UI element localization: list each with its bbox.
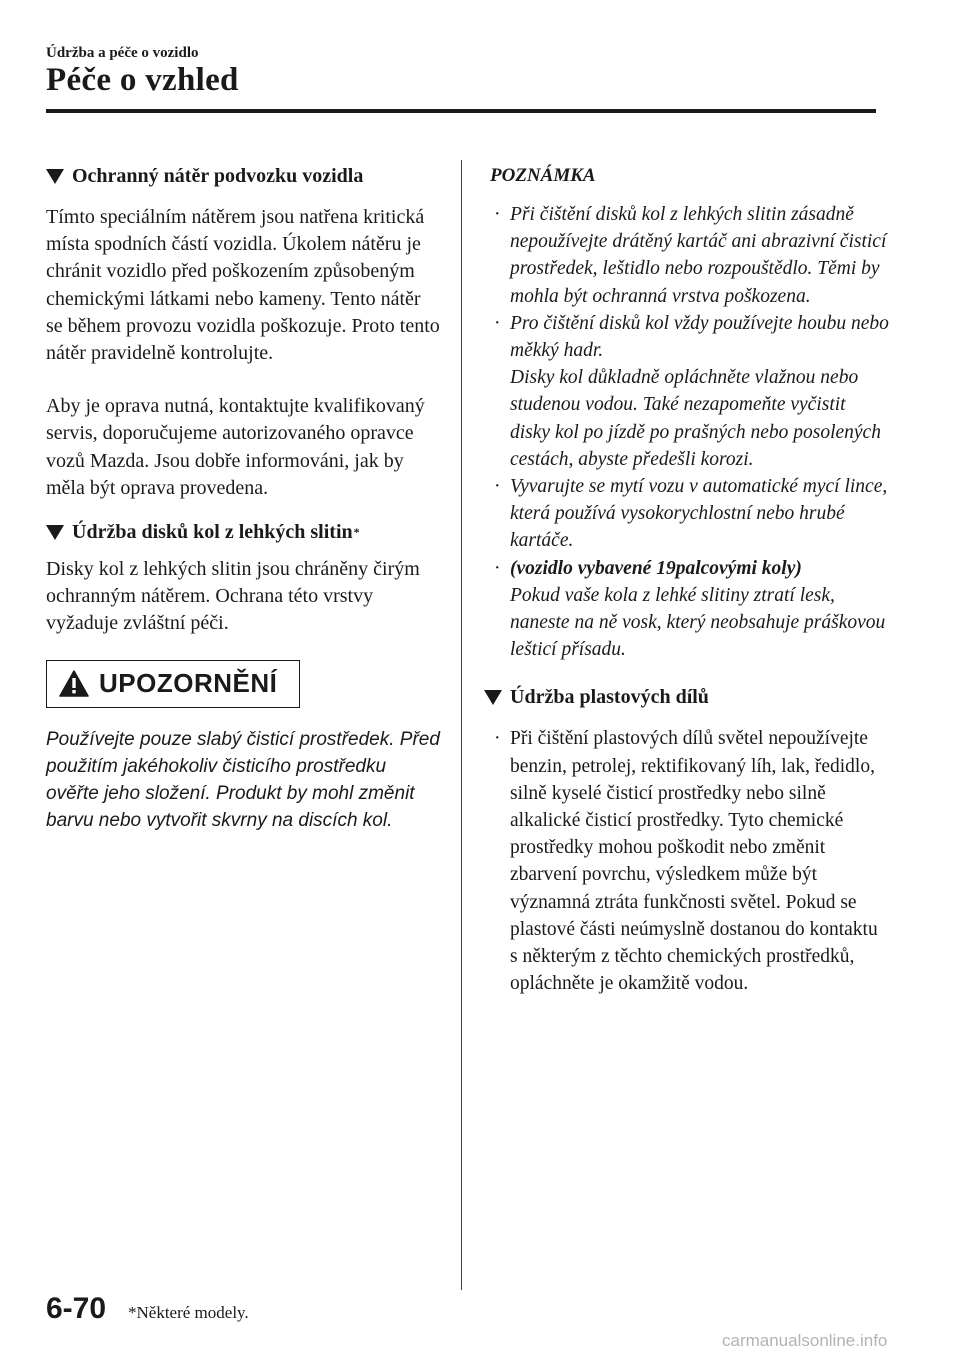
section-heading-underbody [46,162,441,190]
left-column [46,160,441,834]
bullet-item [490,725,890,997]
triangle-down-icon [484,690,502,705]
paragraph: Tímto speciálním nátěrem jsou natřena kritická místa spodních částí vozidla. Úkolem nátěru je chránit vozidlo před poškozením způsobeným chemickými látkami nebo kameny. Tento nátěr se během provozu vozidla poškozuje. Proto tento nátěr pravidelně kontrolujte. [46,206,440,365]
section-heading-text: Ochranný nátěr podvozku vozidla [72,165,364,187]
section-heading-plastic-parts [484,683,890,711]
note-item-text: Při čištění disků kol z lehkých slitin zásadně nepoužívejte drátěný kartáč ani abrazivní čisticí prostředek, leštidlo nebo rozpouštědlo. Těmi by mohla být ochranná vrstva poškozena. [510,204,887,307]
bullet-icon: · [494,476,501,498]
triangle-down-icon [46,169,64,184]
paragraph: Disky kol z lehkých slitin jsou chráněny čirým ochranným nátěrem. Ochrana této vrstvy vyžaduje zvláštní péči. [46,558,420,635]
page-number: 6-70 [46,1292,107,1325]
bullet-icon: · [494,557,501,579]
bullet-icon: · [494,312,501,334]
caution-label: UPOZORNĚNÍ [99,668,278,699]
watermark: carmanualsonline.info [722,1331,888,1350]
caution-text: Používejte pouze slabý čisticí prostředek. Před použitím jakéhokoliv čisticího prostředku ověřte jeho složení. Produkt by mohl změnit barvu nebo vytvořit skvrny na discích kol. [46,728,440,832]
section-heading-text: Údržba plastových dílů [510,686,709,709]
bullet-item-text: Při čištění plastových dílů světel nepoužívejte benzin, petrolej, rektifikovaný líh, lak, ředidlo, silně kyselé čisticí prostředky nebo silně alkalické čisticí prostředky. Tyto chemické prostředky mohou poškodit nebo změnit zbarvení povrchu, výsledkem může být významná ztráta funkčnosti světel. Pokud se plastové části neúmyslně dostanou do kontaktu s některým z těchto chemických prostředků, opláchněte je okamžitě vodou. [510,728,878,995]
column-divider [461,160,462,1290]
breadcrumb: Údržba a péče o vozidlo [46,45,199,61]
triangle-down-icon [46,525,64,540]
note-item-extra: Disky kol důkladně opláchněte vlažnou nebo studenou vodou. Také nezapomeňte vyčistit disky kol po jízdě po prašných nebo posolených cestách, abyste předešli korozi. [510,367,881,470]
note-item [490,201,890,310]
title-rule [46,109,876,113]
right-column [490,160,890,997]
note-heading: POZNÁMKA [490,165,596,186]
section-heading-text: Údržba disků kol z lehkých slitin [72,521,353,544]
paragraph: Aby je oprava nutná, kontaktujte kvalifikovaný servis, doporučujeme autorizovaného opravce vozů Mazda. Jsou dobře informováni, jak by měla být oprava provedena. [46,395,425,499]
note-item-condition: (vozidlo vybavené 19palcovými koly) [510,557,802,579]
note-item-text: Pro čištění disků kol vždy používejte houbu nebo měkký hadr. [510,312,889,362]
caution-box [46,660,300,708]
footnote: *Některé modely. [128,1303,249,1322]
note-item [490,473,890,555]
note-item [490,310,890,473]
note-item [490,555,890,664]
note-item-text: Pokud vaše kola z lehké slitiny ztratí lesk, naneste na ně vosk, který neobsahuje práškovou lešticí přísadu. [510,584,886,661]
section-heading-alloy-wheels: Údržba disků kol z lehkých slitin * [46,518,441,546]
bullet-icon: · [494,728,501,750]
note-item-text: Vyvarujte se mytí vozu v automatické mycí lince, která používá vysokorychlostní nebo hrubé kartáče. [510,476,888,552]
page-title: Péče o vzhled [46,62,239,98]
bullet-icon: · [494,204,501,225]
warning-triangle-icon [59,670,89,697]
